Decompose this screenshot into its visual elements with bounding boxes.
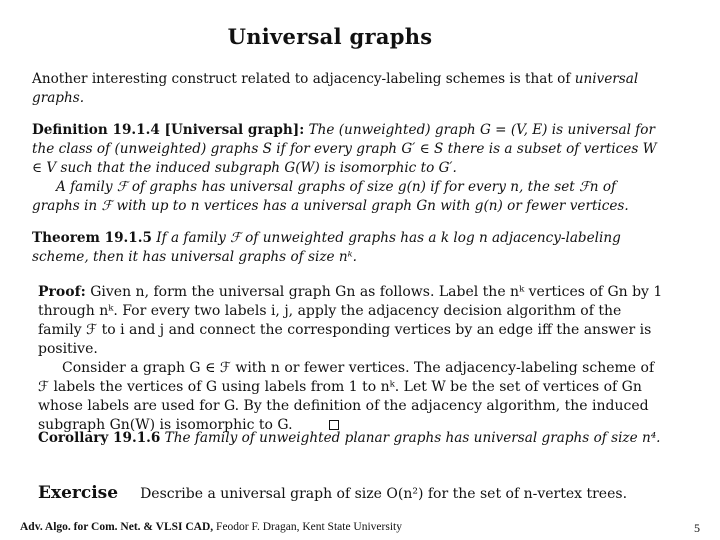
definition-block (32, 121, 664, 216)
proof-text-2: Consider a graph G ∈ ℱ with n or fewer vertices. The adjacency-labeling scheme of ℱ labels the vertices of G using labels from 1 to nᵏ. Let W be the set of vertices of Gn whose labels are used for G. By the definition of the adjacency algorithm, the induced subgraph Gn(W) is isomorphic to G. (38, 360, 655, 433)
intro-paragraph (32, 70, 664, 108)
definition-text: The (unweighted) graph G = (V, E) is universal for the class of (unweighted) graphs S if for every graph G′ ∈ S there is a subset of vertices W ∈ V such that the induced subgraph G(W) is isomorphic to G′. (32, 122, 657, 176)
footer-author: Feodor F. Dragan, Kent State University (213, 521, 402, 533)
footer-course: Adv. Algo. for Com. Net. & VLSI CAD, (20, 521, 214, 533)
intro-emphasis: universal graphs. (32, 71, 639, 106)
definition-label: Definition 19.1.4 [Universal graph]: (32, 122, 305, 138)
corollary-text: The family of unweighted planar graphs has universal graphs of size n⁴. (160, 430, 661, 446)
footer (20, 521, 402, 533)
exercise-label: Exercise (38, 483, 119, 503)
exercise-block (38, 483, 664, 503)
corollary-block (38, 429, 664, 448)
proof-text-2-wrap (38, 359, 664, 435)
corollary-label: Corollary 19.1.6 (38, 430, 161, 446)
exercise-text: Describe a universal graph of size O(n²) for the set of n-vertex trees. (140, 486, 628, 502)
proof-block (38, 283, 664, 435)
slide-title: Universal graphs (227, 24, 433, 49)
proof-label: Proof: (38, 284, 86, 300)
intro-text: Another interesting construct related to adjacency-labeling schemes is that of (32, 71, 575, 87)
theorem-label: Theorem 19.1.5 (32, 230, 152, 246)
page-number: 5 (694, 521, 700, 535)
theorem-text: If a family ℱ of unweighted graphs has a k log n adjacency-labeling scheme, then it has universal graphs of size nᵏ. (32, 230, 621, 265)
definition-text-2: A family ℱ of graphs has universal graphs of size g(n) if for every n, the set ℱn of graphs in ℱ with up to n vertices has a universal graph Gn with g(n) or fewer vertices. (32, 179, 629, 214)
theorem-block (32, 229, 664, 267)
proof-text: Given n, form the universal graph Gn as follows. Label the nᵏ vertices of Gn by 1 through nᵏ. For every two labels i, j, apply the adjacency decision algorithm of the family ℱ to i and j and connect the corresponding vertices by an edge iff the answer is positive. (38, 284, 663, 357)
